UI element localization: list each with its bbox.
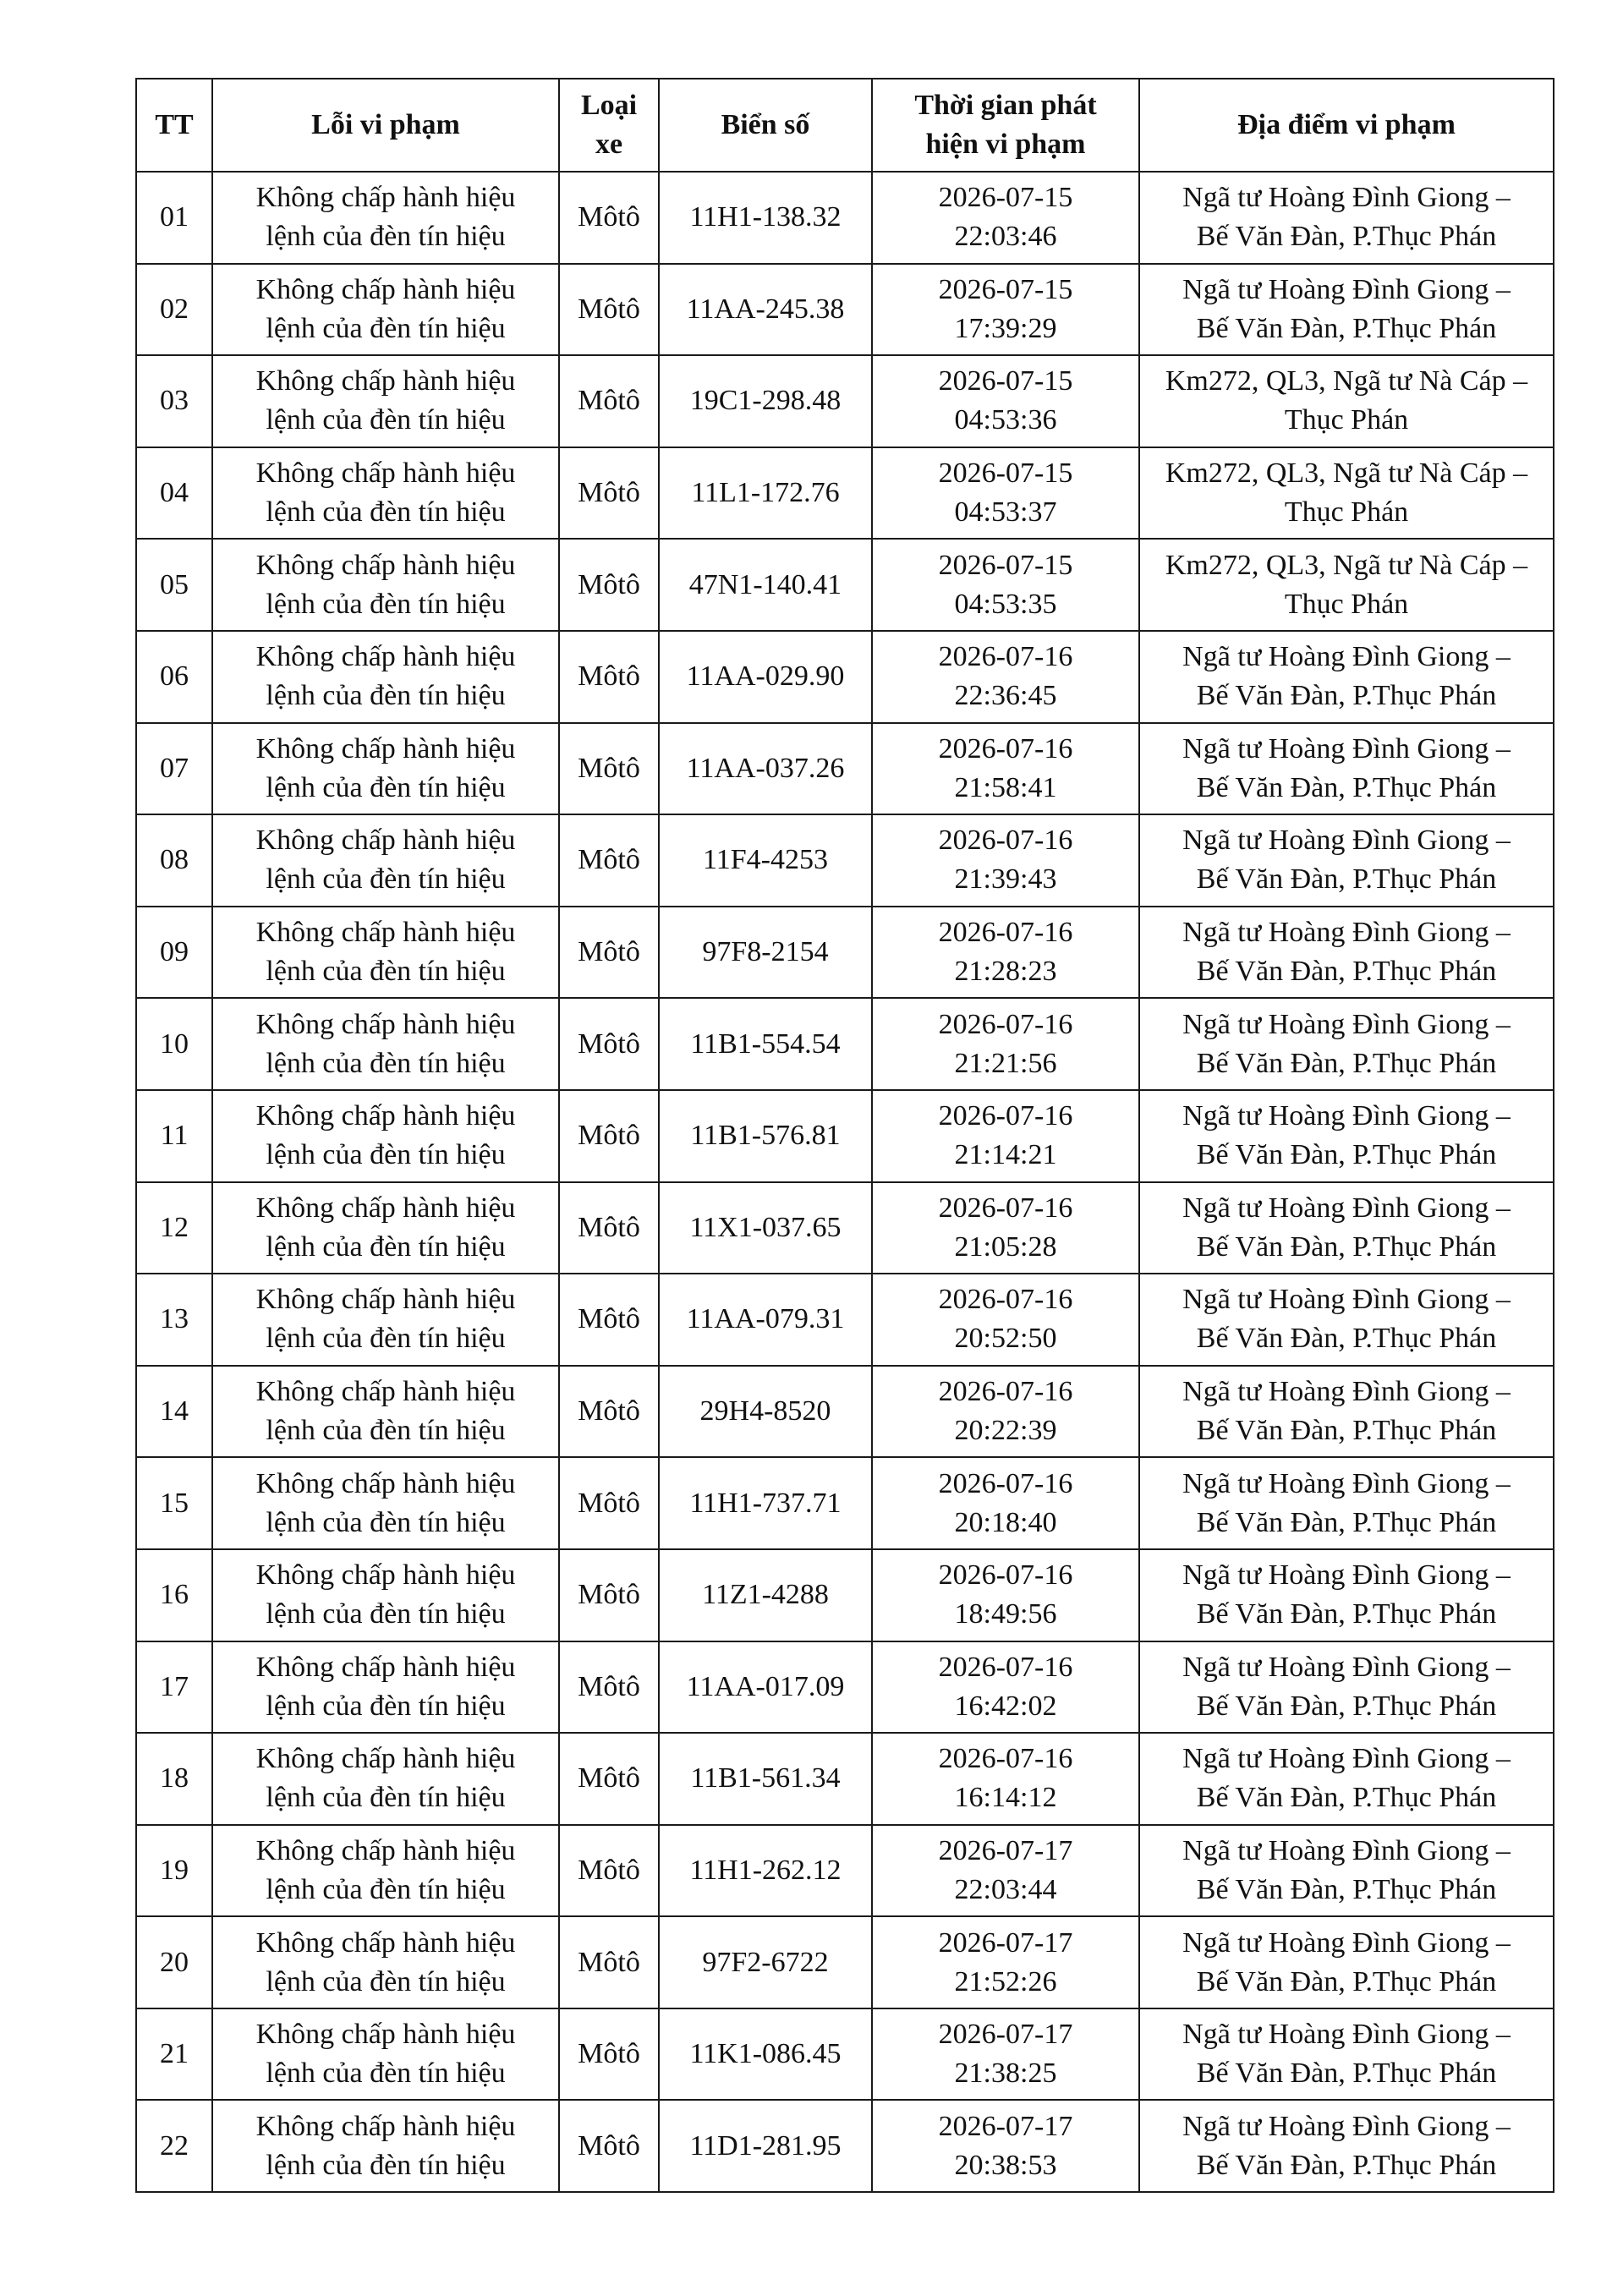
cell-tt: 20 — [136, 1916, 212, 2008]
cell-detection-time: 2026-07-16 21:05:28 — [872, 1182, 1139, 1274]
cell-tt: 16 — [136, 1549, 212, 1641]
cell-vehicle-type: Môtô — [559, 814, 659, 907]
table-row — [136, 631, 1554, 723]
cell-vehicle-type: Môtô — [559, 1090, 659, 1182]
cell-location: Ngã tư Hoàng Đình Giong – Bế Văn Đàn, P.Thục Phán — [1139, 1274, 1554, 1366]
cell-detection-time: 2026-07-16 16:42:02 — [872, 1641, 1139, 1734]
table-row — [136, 1641, 1554, 1734]
cell-violation: Không chấp hành hiệu lệnh của đèn tín hiệu — [212, 1182, 559, 1274]
cell-plate: 97F2-6722 — [659, 1916, 872, 2008]
cell-detection-time: 2026-07-17 21:52:26 — [872, 1916, 1139, 2008]
table-row — [136, 355, 1554, 447]
cell-violation: Không chấp hành hiệu lệnh của đèn tín hiệu — [212, 1825, 559, 1917]
cell-tt: 01 — [136, 172, 212, 264]
cell-vehicle-type: Môtô — [559, 447, 659, 540]
cell-vehicle-type: Môtô — [559, 172, 659, 264]
cell-tt: 08 — [136, 814, 212, 907]
cell-plate: 11AA-029.90 — [659, 631, 872, 723]
cell-tt: 18 — [136, 1733, 212, 1825]
cell-tt: 14 — [136, 1366, 212, 1458]
cell-plate: 11D1-281.95 — [659, 2100, 872, 2192]
table-row — [136, 264, 1554, 356]
cell-location: Ngã tư Hoàng Đình Giong – Bế Văn Đàn, P.Thục Phán — [1139, 907, 1554, 999]
cell-vehicle-type: Môtô — [559, 1825, 659, 1917]
cell-location: Km272, QL3, Ngã tư Nà Cáp – Thục Phán — [1139, 355, 1554, 447]
cell-detection-time: 2026-07-17 22:03:44 — [872, 1825, 1139, 1917]
cell-tt: 17 — [136, 1641, 212, 1734]
cell-plate: 11X1-037.65 — [659, 1182, 872, 1274]
cell-tt: 19 — [136, 1825, 212, 1917]
cell-vehicle-type: Môtô — [559, 2100, 659, 2192]
table-row — [136, 1182, 1554, 1274]
cell-vehicle-type: Môtô — [559, 1366, 659, 1458]
cell-detection-time: 2026-07-16 20:22:39 — [872, 1366, 1139, 1458]
cell-vehicle-type: Môtô — [559, 539, 659, 631]
cell-plate: 29H4-8520 — [659, 1366, 872, 1458]
cell-vehicle-type: Môtô — [559, 264, 659, 356]
cell-location: Ngã tư Hoàng Đình Giong – Bế Văn Đàn, P.Thục Phán — [1139, 1457, 1554, 1549]
cell-vehicle-type: Môtô — [559, 1916, 659, 2008]
cell-violation: Không chấp hành hiệu lệnh của đèn tín hiệu — [212, 907, 559, 999]
cell-location: Ngã tư Hoàng Đình Giong – Bế Văn Đàn, P.Thục Phán — [1139, 1641, 1554, 1734]
cell-detection-time: 2026-07-15 22:03:46 — [872, 172, 1139, 264]
cell-tt: 15 — [136, 1457, 212, 1549]
cell-vehicle-type: Môtô — [559, 355, 659, 447]
table-row — [136, 1916, 1554, 2008]
cell-tt: 05 — [136, 539, 212, 631]
cell-violation: Không chấp hành hiệu lệnh của đèn tín hiệu — [212, 1366, 559, 1458]
cell-violation: Không chấp hành hiệu lệnh của đèn tín hiệu — [212, 1090, 559, 1182]
cell-plate: 11L1-172.76 — [659, 447, 872, 540]
cell-location: Ngã tư Hoàng Đình Giong – Bế Văn Đàn, P.Thục Phán — [1139, 723, 1554, 815]
cell-location: Ngã tư Hoàng Đình Giong – Bế Văn Đàn, P.Thục Phán — [1139, 1916, 1554, 2008]
cell-location: Ngã tư Hoàng Đình Giong – Bế Văn Đàn, P.Thục Phán — [1139, 2008, 1554, 2101]
cell-detection-time: 2026-07-17 20:38:53 — [872, 2100, 1139, 2192]
cell-plate: 11H1-262.12 — [659, 1825, 872, 1917]
cell-plate: 11B1-554.54 — [659, 998, 872, 1090]
cell-location: Ngã tư Hoàng Đình Giong – Bế Văn Đàn, P.Thục Phán — [1139, 1733, 1554, 1825]
cell-plate: 97F8-2154 — [659, 907, 872, 999]
cell-vehicle-type: Môtô — [559, 907, 659, 999]
header-location: Địa điểm vi phạm — [1139, 79, 1554, 172]
cell-detection-time: 2026-07-15 17:39:29 — [872, 264, 1139, 356]
table-header — [136, 79, 1554, 172]
cell-tt: 10 — [136, 998, 212, 1090]
cell-plate: 11F4-4253 — [659, 814, 872, 907]
header-detection-time: Thời gian phát hiện vi phạm — [872, 79, 1139, 172]
cell-plate: 11K1-086.45 — [659, 2008, 872, 2101]
cell-vehicle-type: Môtô — [559, 1641, 659, 1734]
cell-violation: Không chấp hành hiệu lệnh của đèn tín hiệu — [212, 1549, 559, 1641]
cell-detection-time: 2026-07-16 22:36:45 — [872, 631, 1139, 723]
cell-location: Ngã tư Hoàng Đình Giong – Bế Văn Đàn, P.Thục Phán — [1139, 172, 1554, 264]
cell-detection-time: 2026-07-15 04:53:37 — [872, 447, 1139, 540]
cell-location: Ngã tư Hoàng Đình Giong – Bế Văn Đàn, P.Thục Phán — [1139, 814, 1554, 907]
cell-plate: 11B1-576.81 — [659, 1090, 872, 1182]
table-row — [136, 814, 1554, 907]
cell-tt: 02 — [136, 264, 212, 356]
cell-detection-time: 2026-07-16 18:49:56 — [872, 1549, 1139, 1641]
cell-detection-time: 2026-07-15 04:53:35 — [872, 539, 1139, 631]
cell-detection-time: 2026-07-16 16:14:12 — [872, 1733, 1139, 1825]
cell-detection-time: 2026-07-16 21:14:21 — [872, 1090, 1139, 1182]
table-row — [136, 2008, 1554, 2101]
cell-vehicle-type: Môtô — [559, 1733, 659, 1825]
cell-violation: Không chấp hành hiệu lệnh của đèn tín hiệu — [212, 631, 559, 723]
header-plate: Biển số — [659, 79, 872, 172]
header-tt: TT — [136, 79, 212, 172]
cell-tt: 03 — [136, 355, 212, 447]
cell-violation: Không chấp hành hiệu lệnh của đèn tín hiệu — [212, 1457, 559, 1549]
cell-vehicle-type: Môtô — [559, 1549, 659, 1641]
table-body — [136, 172, 1554, 2192]
cell-violation: Không chấp hành hiệu lệnh của đèn tín hiệu — [212, 723, 559, 815]
cell-plate: 47N1-140.41 — [659, 539, 872, 631]
cell-detection-time: 2026-07-16 20:52:50 — [872, 1274, 1139, 1366]
cell-violation: Không chấp hành hiệu lệnh của đèn tín hiệu — [212, 2100, 559, 2192]
cell-detection-time: 2026-07-16 21:28:23 — [872, 907, 1139, 999]
cell-violation: Không chấp hành hiệu lệnh của đèn tín hiệu — [212, 264, 559, 356]
table-row — [136, 907, 1554, 999]
cell-plate: 11AA-245.38 — [659, 264, 872, 356]
table-row — [136, 539, 1554, 631]
cell-violation: Không chấp hành hiệu lệnh của đèn tín hiệu — [212, 1733, 559, 1825]
table-row — [136, 1825, 1554, 1917]
table-row — [136, 1549, 1554, 1641]
cell-location: Km272, QL3, Ngã tư Nà Cáp – Thục Phán — [1139, 539, 1554, 631]
cell-plate: 19C1-298.48 — [659, 355, 872, 447]
cell-violation: Không chấp hành hiệu lệnh của đèn tín hiệu — [212, 1916, 559, 2008]
table-row — [136, 1090, 1554, 1182]
cell-violation: Không chấp hành hiệu lệnh của đèn tín hiệu — [212, 539, 559, 631]
cell-tt: 06 — [136, 631, 212, 723]
cell-detection-time: 2026-07-15 04:53:36 — [872, 355, 1139, 447]
cell-detection-time: 2026-07-17 21:38:25 — [872, 2008, 1139, 2101]
cell-location: Ngã tư Hoàng Đình Giong – Bế Văn Đàn, P.Thục Phán — [1139, 1182, 1554, 1274]
cell-detection-time: 2026-07-16 21:39:43 — [872, 814, 1139, 907]
cell-tt: 04 — [136, 447, 212, 540]
cell-violation: Không chấp hành hiệu lệnh của đèn tín hiệu — [212, 998, 559, 1090]
header-violation: Lỗi vi phạm — [212, 79, 559, 172]
cell-plate: 11Z1-4288 — [659, 1549, 872, 1641]
header-vehicle-type: Loại xe — [559, 79, 659, 172]
cell-vehicle-type: Môtô — [559, 1274, 659, 1366]
table-row — [136, 998, 1554, 1090]
cell-tt: 12 — [136, 1182, 212, 1274]
table-row — [136, 1457, 1554, 1549]
cell-plate: 11H1-737.71 — [659, 1457, 872, 1549]
cell-tt: 21 — [136, 2008, 212, 2101]
cell-violation: Không chấp hành hiệu lệnh của đèn tín hiệu — [212, 355, 559, 447]
cell-violation: Không chấp hành hiệu lệnh của đèn tín hiệu — [212, 172, 559, 264]
cell-location: Ngã tư Hoàng Đình Giong – Bế Văn Đàn, P.Thục Phán — [1139, 631, 1554, 723]
table-row — [136, 1733, 1554, 1825]
cell-violation: Không chấp hành hiệu lệnh của đèn tín hiệu — [212, 1274, 559, 1366]
cell-location: Ngã tư Hoàng Đình Giong – Bế Văn Đàn, P.Thục Phán — [1139, 2100, 1554, 2192]
table-row — [136, 447, 1554, 540]
cell-tt: 09 — [136, 907, 212, 999]
table-row — [136, 1366, 1554, 1458]
cell-location: Ngã tư Hoàng Đình Giong – Bế Văn Đàn, P.Thục Phán — [1139, 1366, 1554, 1458]
cell-violation: Không chấp hành hiệu lệnh của đèn tín hiệu — [212, 814, 559, 907]
cell-plate: 11H1-138.32 — [659, 172, 872, 264]
cell-violation: Không chấp hành hiệu lệnh của đèn tín hiệu — [212, 447, 559, 540]
cell-location: Ngã tư Hoàng Đình Giong – Bế Văn Đàn, P.Thục Phán — [1139, 998, 1554, 1090]
cell-location: Ngã tư Hoàng Đình Giong – Bế Văn Đàn, P.Thục Phán — [1139, 1825, 1554, 1917]
cell-plate: 11AA-037.26 — [659, 723, 872, 815]
table-row — [136, 1274, 1554, 1366]
cell-detection-time: 2026-07-16 20:18:40 — [872, 1457, 1139, 1549]
cell-vehicle-type: Môtô — [559, 998, 659, 1090]
cell-violation: Không chấp hành hiệu lệnh của đèn tín hiệu — [212, 2008, 559, 2101]
cell-detection-time: 2026-07-16 21:58:41 — [872, 723, 1139, 815]
table-row — [136, 172, 1554, 264]
cell-vehicle-type: Môtô — [559, 1457, 659, 1549]
cell-tt: 07 — [136, 723, 212, 815]
cell-detection-time: 2026-07-16 21:21:56 — [872, 998, 1139, 1090]
cell-violation: Không chấp hành hiệu lệnh của đèn tín hiệu — [212, 1641, 559, 1734]
table-row — [136, 2100, 1554, 2192]
violations-table — [135, 78, 1554, 2193]
cell-tt: 13 — [136, 1274, 212, 1366]
cell-vehicle-type: Môtô — [559, 1182, 659, 1274]
cell-location: Km272, QL3, Ngã tư Nà Cáp – Thục Phán — [1139, 447, 1554, 540]
cell-tt: 11 — [136, 1090, 212, 1182]
cell-tt: 22 — [136, 2100, 212, 2192]
cell-location: Ngã tư Hoàng Đình Giong – Bế Văn Đàn, P.Thục Phán — [1139, 264, 1554, 356]
cell-location: Ngã tư Hoàng Đình Giong – Bế Văn Đàn, P.Thục Phán — [1139, 1090, 1554, 1182]
cell-location: Ngã tư Hoàng Đình Giong – Bế Văn Đàn, P.Thục Phán — [1139, 1549, 1554, 1641]
cell-plate: 11AA-017.09 — [659, 1641, 872, 1734]
cell-vehicle-type: Môtô — [559, 723, 659, 815]
cell-vehicle-type: Môtô — [559, 2008, 659, 2101]
cell-plate: 11AA-079.31 — [659, 1274, 872, 1366]
table-row — [136, 723, 1554, 815]
header-row — [136, 79, 1554, 172]
cell-vehicle-type: Môtô — [559, 631, 659, 723]
cell-plate: 11B1-561.34 — [659, 1733, 872, 1825]
